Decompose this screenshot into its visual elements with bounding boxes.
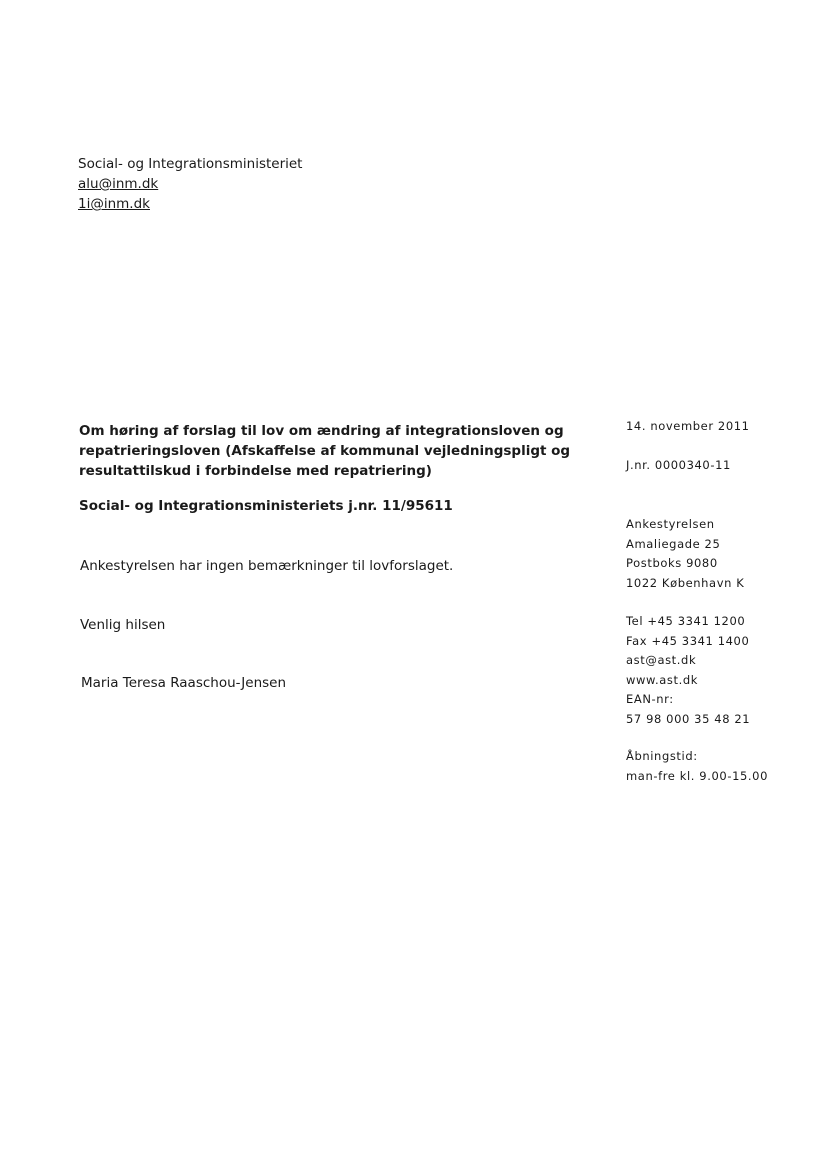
reference-number: Social- og Integrationsministeriets j.nr. 11/95611	[79, 498, 453, 514]
opening-hours-value: man-fre kl. 9.00-15.00	[626, 768, 768, 783]
letter-date: 14. november 2011	[626, 419, 750, 433]
address-line: Postboks 9080	[626, 556, 718, 570]
contact-line: 57 98 000 35 48 21	[626, 711, 751, 726]
signer-name: Maria Teresa Raaschou-Jensen	[81, 675, 287, 691]
letter-subject: Om høring af forslag til lov om ændring af integrationsloven og repatrieringsloven (Afskaffelse af kommunal vejledningspligt og resultattilskud i forbindelse med repatriering)	[79, 423, 571, 479]
journal-number: J.nr. 0000340-11	[626, 458, 731, 472]
contact-line: EAN-nr:	[626, 692, 674, 706]
contact-line: ast@ast.dk	[626, 653, 697, 667]
recipient-email-link[interactable]: alu@inm.dk	[78, 176, 159, 192]
closing-greeting: Venlig hilsen	[80, 617, 166, 633]
address-line: Amaliegade 25	[626, 536, 721, 551]
sender-address	[626, 515, 744, 593]
contact-line: Fax +45 3341 1400	[626, 633, 750, 648]
opening-hours-label: Åbningstid:	[626, 749, 698, 763]
recipient-email-link[interactable]: 1i@inm.dk	[78, 196, 150, 212]
recipient-block	[78, 154, 302, 214]
contact-line: Tel +45 3341 1200	[626, 614, 746, 628]
contact-line: www.ast.dk	[626, 672, 698, 687]
address-line: Ankestyrelsen	[626, 517, 715, 531]
address-line: 1022 København K	[626, 575, 745, 590]
letter-body: Ankestyrelsen har ingen bemærkninger til lovforslaget.	[80, 558, 454, 574]
opening-hours	[626, 747, 768, 786]
recipient-name: Social- og Integrationsministeriet	[78, 156, 303, 172]
sender-contact	[626, 612, 750, 729]
